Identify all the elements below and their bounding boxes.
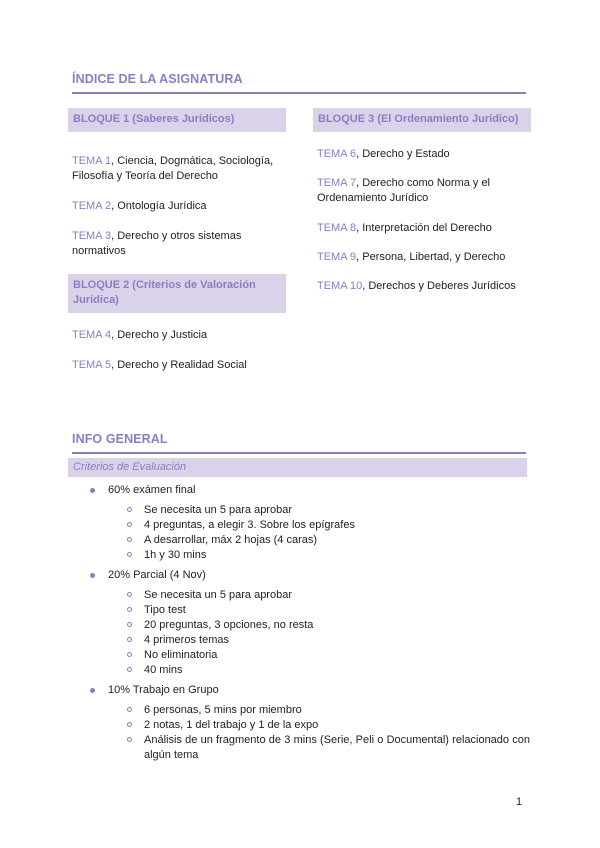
criterio-parcial <box>90 568 530 583</box>
tema-3-label: TEMA 3 <box>72 230 112 242</box>
circle-bullet-icon <box>127 652 132 657</box>
tema-2-label: TEMA 2 <box>72 200 112 212</box>
list-item: 2 notas, 1 del trabajo y 1 de la expo <box>90 718 530 733</box>
bullet-icon <box>90 488 95 493</box>
criterios-subheader: Criterios de Evaluación <box>68 458 527 477</box>
tema-1-label: TEMA 1 <box>72 155 112 167</box>
tema-5-label: TEMA 5 <box>72 359 112 371</box>
info-general-title: INFO GENERAL <box>72 432 526 454</box>
tema-3-text: , Derecho y otros sistemas normativos <box>72 230 242 257</box>
bloque-2-header: BLOQUE 2 (Criterios de Valoración Jurídica) <box>68 274 286 313</box>
tema-1 <box>68 154 286 184</box>
bullet-icon <box>90 688 95 693</box>
list-item: 1h y 30 mins <box>90 548 530 563</box>
indice-title: ÍNDICE DE LA ASIGNATURA <box>72 72 526 94</box>
tema-10 <box>313 279 531 294</box>
tema-3 <box>68 229 286 259</box>
list-item: No eliminatoria <box>90 648 530 663</box>
list-item: 20 preguntas, 3 opciones, no resta <box>90 618 530 633</box>
tema-9-text: , Persona, Libertad, y Derecho <box>356 251 506 263</box>
bullet-icon <box>90 573 95 578</box>
list-item: 6 personas, 5 mins por miembro <box>90 703 530 718</box>
tema-6-label: TEMA 6 <box>317 148 357 160</box>
tema-5 <box>68 358 286 373</box>
list-item: Se necesita un 5 para aprobar <box>90 503 530 518</box>
indice-right-column <box>313 108 531 294</box>
list-item: 40 mins <box>90 663 530 678</box>
circle-bullet-icon <box>127 737 132 742</box>
circle-bullet-icon <box>127 667 132 672</box>
tema-10-label: TEMA 10 <box>317 280 363 292</box>
criterio-examen-final <box>90 483 530 498</box>
tema-8-text: , Interpretación del Derecho <box>356 222 492 234</box>
bloque-1-header: BLOQUE 1 (Saberes Jurídicos) <box>68 108 286 132</box>
criterio-trabajo-grupo <box>90 683 530 698</box>
list-item: A desarrollar, máx 2 hojas (4 caras) <box>90 533 530 548</box>
list-item: 4 primeros temas <box>90 633 530 648</box>
tema-2 <box>68 199 286 214</box>
circle-bullet-icon <box>127 722 132 727</box>
criterio-label: 60% exámen final <box>108 484 196 496</box>
circle-bullet-icon <box>127 522 132 527</box>
list-item: Tipo test <box>90 603 530 618</box>
tema-10-text: , Derechos y Deberes Jurídicos <box>362 280 516 292</box>
tema-7-label: TEMA 7 <box>317 177 357 189</box>
circle-bullet-icon <box>127 592 132 597</box>
indice-left-column <box>68 108 286 373</box>
tema-8-label: TEMA 8 <box>317 222 357 234</box>
circle-bullet-icon <box>127 507 132 512</box>
circle-bullet-icon <box>127 707 132 712</box>
criterio-label: 10% Trabajo en Grupo <box>108 684 219 696</box>
list-item: Se necesita un 5 para aprobar <box>90 588 530 603</box>
tema-6-text: , Derecho y Estado <box>356 148 450 160</box>
tema-7 <box>313 176 531 206</box>
tema-6 <box>313 147 531 162</box>
tema-5-text: , Derecho y Realidad Social <box>111 359 247 371</box>
list-item: Análisis de un fragmento de 3 mins (Serie, Peli o Documental) relacionado con algún tema <box>90 733 530 763</box>
list-item: 4 preguntas, a elegir 3. Sobre los epígrafes <box>90 518 530 533</box>
bloque-3-header: BLOQUE 3 (El Ordenamiento Jurídico) <box>313 108 531 132</box>
tema-8 <box>313 221 531 236</box>
tema-9 <box>313 250 531 265</box>
tema-4 <box>68 328 286 343</box>
page-number: 1 <box>516 796 523 808</box>
tema-2-text: , Ontología Jurídica <box>111 200 207 212</box>
tema-4-label: TEMA 4 <box>72 329 112 341</box>
circle-bullet-icon <box>127 637 132 642</box>
circle-bullet-icon <box>127 552 132 557</box>
circle-bullet-icon <box>127 537 132 542</box>
circle-bullet-icon <box>127 622 132 627</box>
tema-4-text: , Derecho y Justicia <box>111 329 208 341</box>
criterio-label: 20% Parcial (4 Nov) <box>108 569 206 581</box>
tema-7-text: , Derecho como Norma y el Ordenamiento Jurídico <box>317 177 491 204</box>
circle-bullet-icon <box>127 607 132 612</box>
tema-1-text: , Ciencia, Dogmática, Sociología, Filosofía y Teoría del Derecho <box>72 155 274 182</box>
criterios-list <box>90 483 530 763</box>
tema-9-label: TEMA 9 <box>317 251 357 263</box>
